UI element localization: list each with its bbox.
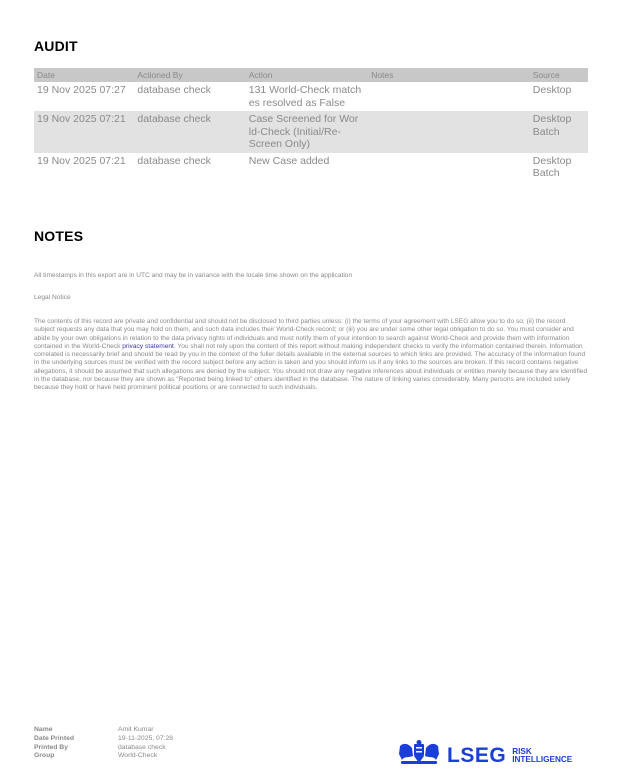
footer-value: World-Check	[118, 752, 158, 760]
table-row	[34, 111, 588, 153]
row-notes	[368, 82, 530, 111]
table-row	[34, 153, 588, 182]
col-notes-header: Notes	[368, 68, 530, 82]
row-actioned-by: database check	[137, 84, 211, 96]
col-actioned-by-header: Actioned By	[134, 68, 245, 82]
logo-subtitle-line: RISK	[512, 746, 532, 756]
row-source	[530, 82, 588, 111]
footer-label: Group	[34, 752, 55, 760]
row-action-line: Screen Only)	[248, 138, 311, 150]
logo-subtitle-line: INTELLIGENCE	[512, 754, 573, 764]
footer-value: Amit Kumar	[118, 726, 154, 733]
row-action	[246, 111, 368, 153]
row-source-line: Desktop	[532, 154, 572, 167]
row-date: 19 Nov 2025 07:21	[37, 154, 126, 167]
footer-label: Printed By	[34, 743, 68, 751]
lseg-coat-of-arms-icon	[398, 740, 440, 771]
row-action-line: ld-Check (Initial/Re-	[248, 125, 341, 138]
row-action-line: es resolved as False	[248, 96, 346, 109]
row-source	[530, 111, 588, 153]
legal-notice-title: Legal Notice	[34, 294, 71, 301]
footer-label: Date Printed	[34, 734, 75, 742]
notes-heading: NOTES	[34, 228, 84, 244]
col-action-header: Action	[246, 68, 368, 82]
row-source-line: Desktop	[532, 84, 572, 96]
footer-value: database check	[118, 743, 166, 751]
footer-row-name	[34, 726, 173, 735]
row-source-line: Desktop	[532, 113, 572, 125]
footer-label: Name	[34, 726, 53, 733]
row-date: 19 Nov 2025 07:27	[37, 84, 126, 96]
row-actioned-by: database check	[134, 111, 245, 153]
footer-row-printed-by	[34, 744, 173, 753]
footer-value: 19-11-2025, 07:28	[118, 734, 174, 742]
footer-row-date	[34, 735, 173, 744]
row-action	[246, 82, 368, 111]
table-row	[34, 82, 588, 111]
row-action-line: Case Screened for Wor	[248, 113, 359, 125]
privacy-statement-link[interactable]: privacy statement	[122, 342, 174, 350]
row-source-line: Batch	[532, 125, 560, 138]
row-action-line: 131 World-Check match	[248, 84, 362, 96]
row-action-line: New Case added	[248, 154, 330, 167]
row-notes	[368, 153, 530, 182]
audit-heading: AUDIT	[34, 38, 78, 54]
legal-notice-text	[34, 318, 588, 393]
print-info-footer	[34, 726, 173, 761]
row-action	[246, 153, 368, 182]
row-date: 19 Nov 2025 07:21	[34, 111, 134, 153]
row-actioned-by: database check	[137, 154, 211, 167]
legal-text-part: The contents of this record are private and confidential and should not be disclosed to third parties unless: (i) the terms of your agreement with LSEG allow you to do so; (ii) the record subject requests any data that you may hold on them, and such data includes their World-Check record; or (iii) you are under some other legal obligation to do so. You must consider and abide by your own obligations in relation to the data privacy rights of individuals and must notify them of your intention to search against World-Check and provide them with information contained in the World-Check	[34, 318, 574, 350]
footer-row-group	[34, 752, 173, 761]
timestamp-note: All timestamps in this export are in UTC and may be in variance with the locale time shown on the application	[34, 272, 353, 279]
audit-table-header	[34, 68, 588, 82]
col-source-header: Source	[530, 68, 588, 82]
logo-subtitle	[512, 748, 572, 764]
col-date-header: Date	[34, 68, 134, 82]
lseg-logo	[398, 740, 572, 771]
logo-wordmark: LSEG	[447, 743, 507, 767]
row-notes	[368, 111, 530, 153]
row-source-line: Batch	[532, 167, 560, 179]
row-source	[530, 153, 588, 182]
legal-text-part: . You shall not rely upon the content of this report without making independent checks to verify the information contained therein. Information correlated is necessarily brief and should be read by you in the context of the fuller details available in the external sources to which links are provided. The accuracy of the information found in the underlying sources must be verified with the record subject before any action is taken and you should inform us if any links to the sources are broken. If this record contains negative allegations, it should be assumed that such allegations are denied by the subject. You should not draw any negative inferences about individuals or entities merely because they are identified in the database, nor because they are shown as "Reported being linked to" others identified in the database. The nature of linking varies considerably. Many persons are included solely because they hold or have held prominent political positions or are connected to such individuals.	[34, 342, 588, 392]
audit-table	[34, 68, 588, 182]
